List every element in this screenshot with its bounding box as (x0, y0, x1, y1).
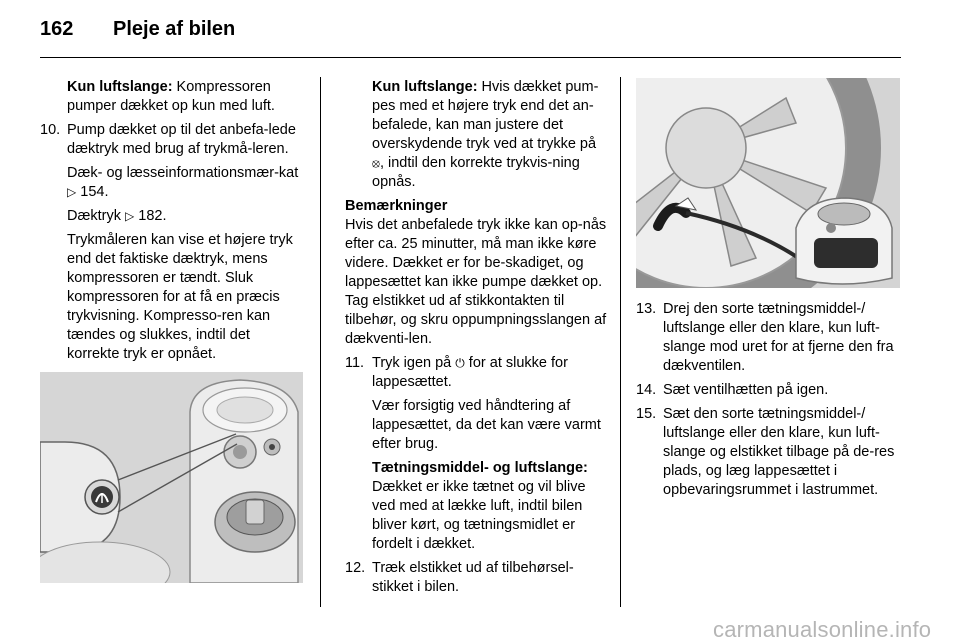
list-item-10 (40, 121, 305, 364)
pressure-release-icon: ⦻ (372, 156, 380, 170)
reference-arrow-icon: ▷ (125, 209, 135, 223)
item-number: 12. (345, 560, 366, 576)
item-text: Sæt ventilhætten på igen. (663, 382, 829, 398)
list-item-12 (345, 559, 607, 597)
item-text: Træk elstikket ud af tilbehørsel-stikket i bilen. (372, 560, 574, 595)
column-divider-1 (320, 77, 321, 607)
item-number: 15. (636, 406, 657, 422)
item-text: Pump dækket op til det anbefa-lede dæktryk med brug af trykmå-leren. (67, 122, 296, 157)
air-hose-label: Kun luftslange: (67, 79, 173, 95)
item-number: 13. (636, 301, 657, 317)
column-2 (345, 78, 607, 597)
item-number: 14. (636, 382, 657, 398)
note-text: Hvis det anbefalede tryk ikke kan op-nås efter ca. 25 minutter, må man ikke køre videre. Dækket er for be-skadiget, og lappesættet kan ikke pumpe dækket op. Tag elstikket ud af stikkontakten til tilbehør, og skru oppumpningsslangen af dækventi-len. (345, 217, 607, 347)
page-number: 162 (40, 18, 74, 40)
air-hose-label: Kun luftslange: (372, 79, 478, 95)
wheel-hose-illustration (636, 78, 900, 288)
column-divider-2 (620, 77, 621, 607)
header-rule (40, 57, 901, 58)
item-text: Sæt den sorte tætningsmiddel-/ luftslange eller den klare, kun luft-slange og elstikket tilbage på de-res plads, og læg lappesættet i opbevaringsrummet i lastrummet. (663, 406, 895, 498)
item-text: Tryk igen på ⏻ for at slukke for lappesættet. (372, 355, 568, 390)
label-reference: Dæk- og læsseinformationsmær-kat ▷ 154. (67, 165, 299, 200)
list-item-11 (345, 354, 607, 554)
item-text: Drej den sorte tætningsmiddel-/ luftslange eller den klare, kun luft-slange mod uret for at fjerne den fra dækventilen. (663, 301, 894, 374)
pressure-reference: Dæktryk ▷ 182. (67, 208, 167, 224)
list-item-14 (636, 381, 906, 400)
page-link[interactable]: 154. (80, 184, 109, 200)
air-hose-pressure-paragraph: Kun luftslange: Hvis dækket pum-pes med et højere tryk end det an-befalede, kan man justere det overskydende tryk ved at trykke på ⦻, indtil den korrekte trykvis-ning opnås. (372, 79, 599, 190)
page-link[interactable]: 182. (138, 208, 167, 224)
note-heading: Bemærkninger (345, 198, 448, 214)
air-hose-paragraph: Kun luftslange: Kompressoren pumper dækket op kun med luft. (67, 79, 275, 114)
sealant-hose-label: Tætningsmiddel- og luftslange: (372, 460, 588, 476)
column-1 (40, 78, 305, 364)
reference-arrow-icon: ▷ (67, 185, 77, 199)
column-3 (636, 300, 906, 500)
compressor-illustration (40, 372, 303, 583)
power-icon: ⏻ (455, 356, 465, 370)
watermark: carmanualsonline.info (713, 617, 932, 642)
gauge-note: Trykmåleren kan vise et højere tryk end det faktiske dæktryk, mens kompressoren er tændt. Sluk kompressoren for at få en præcis trykvisning. Kompresso-ren kan tændes og slukkes, indtil det korrekte tryk er opnået. (67, 232, 293, 362)
list-item-15 (636, 405, 906, 500)
item-number: 10. (40, 122, 61, 138)
item-number: 11. (345, 355, 365, 371)
sealant-hose-note: Tætningsmiddel- og luftslange: Dækket er ikke tætnet og vil blive ved med at lække luft, indtil bilen bliver kørt, og tætningsmidlet er fordelt i dækket. (372, 460, 588, 552)
hot-warning: Vær forsigtig ved håndtering af lappesættet, da det kan være varmt efter brug. (372, 398, 601, 452)
list-item-13 (636, 300, 906, 376)
page-title: Pleje af bilen (113, 18, 236, 40)
